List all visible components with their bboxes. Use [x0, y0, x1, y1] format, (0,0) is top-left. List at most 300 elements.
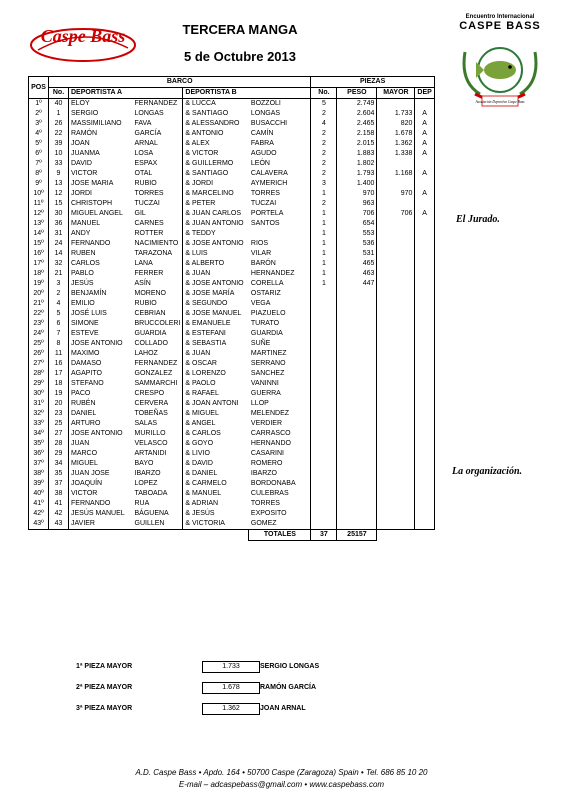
- cell-pos: 35º: [29, 439, 49, 449]
- cell-weight: [337, 359, 377, 369]
- cell-pos: 23º: [29, 319, 49, 329]
- cell-pieces: [311, 439, 337, 449]
- cell-pieces: 3: [311, 179, 337, 189]
- cell-surname-b: CAMÍN: [249, 129, 311, 139]
- cell-name-a: JUAN: [71, 440, 90, 447]
- caspe-bass-logo: [28, 20, 138, 70]
- cell-pieces: 1: [311, 259, 337, 269]
- cell-pieces: 1: [311, 219, 337, 229]
- cell-surname-a: BRUCCOLERI: [133, 319, 183, 329]
- header-mayor: MAYOR: [377, 88, 415, 99]
- cell-name-a: VICTOR: [71, 490, 98, 497]
- cell-boat-no: 40: [49, 99, 69, 110]
- cell-pieces: 1: [311, 249, 337, 259]
- cell-pieces: [311, 409, 337, 419]
- cell-pos: 41º: [29, 499, 49, 509]
- cell-name-b: & RAFAEL: [185, 390, 219, 397]
- cell-pieces: 1: [311, 189, 337, 199]
- cell-boat-no: 22: [49, 129, 69, 139]
- cell-name-a: DAVID: [71, 160, 92, 167]
- table-row: [29, 239, 435, 249]
- cell-name-a: JAVIER: [69, 519, 133, 530]
- cell-weight: [337, 419, 377, 429]
- cell-boat-no: 35: [49, 469, 69, 479]
- table-row: [29, 209, 435, 219]
- cell-dep: [415, 479, 434, 489]
- pieza-2-name: RAMÓN GARCÍA: [260, 684, 316, 691]
- cell-weight: [337, 399, 377, 409]
- cell-largest: [377, 479, 415, 489]
- cell-pos: 22º: [29, 309, 49, 319]
- cell-weight: [337, 509, 377, 519]
- header-deportista-a: DEPORTISTA A: [69, 88, 183, 99]
- cell-name-b: & SANTIAGO: [185, 110, 229, 117]
- cell-name-b: & LUIS: [185, 250, 208, 257]
- cell-name-a: MASSIMILIANO: [71, 120, 122, 127]
- cell-weight: 706: [337, 209, 377, 219]
- cell-weight: [337, 309, 377, 319]
- cell-largest: [377, 499, 415, 509]
- cell-dep: A: [415, 189, 434, 199]
- cell-dep: [415, 259, 434, 269]
- cell-weight: [337, 329, 377, 339]
- cell-pos: 25º: [29, 339, 49, 349]
- cell-boat-no: 3: [49, 279, 69, 289]
- table-row: [29, 519, 435, 530]
- cell-surname-b: VEGA: [249, 299, 311, 309]
- cell-name-b: & SANTIAGO: [185, 170, 229, 177]
- cell-boat-no: 8: [49, 339, 69, 349]
- cell-surname-a: TARAZONA: [133, 249, 183, 259]
- cell-name-b: & VICTOR: [185, 150, 219, 157]
- cell-name-b: & CARLOS: [185, 430, 221, 437]
- cell-boat-no: 17: [49, 369, 69, 379]
- cell-surname-a: ASÍN: [133, 279, 183, 289]
- cell-name-b: & MARCELINO: [185, 190, 234, 197]
- cell-largest: [377, 269, 415, 279]
- pieza-3-label: 3ª PIEZA MAYOR: [76, 705, 133, 712]
- cell-surname-a: VELASCO: [133, 439, 183, 449]
- cell-dep: [415, 389, 434, 399]
- cell-boat-no: 12: [49, 189, 69, 199]
- cell-largest: [377, 229, 415, 239]
- cell-weight: 2.749: [337, 99, 377, 110]
- cell-name-b: & JUAN ANTONIO: [185, 220, 244, 227]
- cell-surname-a: TOBEÑAS: [133, 409, 183, 419]
- cell-dep: [415, 339, 434, 349]
- cell-weight: 447: [337, 279, 377, 289]
- cell-name-a: JOSE ANTONIO: [71, 430, 123, 437]
- pieza-2-value: 1.678: [202, 682, 260, 694]
- cell-boat-no: 4: [49, 299, 69, 309]
- cell-dep: [415, 239, 434, 249]
- cell-boat-no: 27: [49, 429, 69, 439]
- cell-pos: 13º: [29, 219, 49, 229]
- table-row: [29, 429, 435, 439]
- table-row: [29, 139, 435, 149]
- cell-surname-a: RUBIO: [133, 299, 183, 309]
- cell-largest: [377, 309, 415, 319]
- cell-boat-no: 7: [49, 329, 69, 339]
- cell-pieces: 4: [311, 119, 337, 129]
- cell-boat-no: 18: [49, 379, 69, 389]
- cell-dep: [415, 519, 434, 530]
- cell-dep: [415, 459, 434, 469]
- cell-weight: [337, 479, 377, 489]
- footer-contact: E-mail – adcaspebass@gmail.com • www.caspebass.com: [178, 780, 385, 789]
- cell-surname-b: CULEBRAS: [249, 489, 311, 499]
- cell-pos: 1º: [29, 99, 49, 110]
- cell-weight: 2.465: [337, 119, 377, 129]
- cell-largest: 1.362: [377, 139, 415, 149]
- cell-pieces: [311, 359, 337, 369]
- table-row: [29, 439, 435, 449]
- cell-surname-a: LOSA: [133, 149, 183, 159]
- cell-largest: [377, 449, 415, 459]
- cell-dep: [415, 199, 434, 209]
- cell-dep: A: [415, 119, 434, 129]
- cell-name-b: & JUAN CARLOS: [185, 210, 242, 217]
- cell-largest: [377, 519, 415, 530]
- table-row: [29, 499, 435, 509]
- pieza-3-name: JOAN ARNAL: [260, 705, 306, 712]
- jury-signature: El Jurado.: [456, 214, 500, 225]
- cell-pos: 16º: [29, 249, 49, 259]
- cell-boat-no: 24: [49, 239, 69, 249]
- cell-name-b: & LUCCA: [185, 100, 216, 107]
- cell-weight: [337, 299, 377, 309]
- cell-boat-no: 21: [49, 269, 69, 279]
- cell-weight: 465: [337, 259, 377, 269]
- cell-surname-b: TORRES: [249, 499, 311, 509]
- cell-largest: [377, 399, 415, 409]
- table-row: [29, 409, 435, 419]
- cell-name-b: & VICTORIA: [183, 519, 249, 530]
- cell-weight: [337, 449, 377, 459]
- cell-surname-b: BOZZOLI: [249, 99, 311, 110]
- cell-surname-a: BÁGUENA: [133, 509, 183, 519]
- cell-largest: 820: [377, 119, 415, 129]
- cell-pieces: [311, 429, 337, 439]
- cell-boat-no: 29: [49, 449, 69, 459]
- cell-dep: [415, 509, 434, 519]
- cell-largest: [377, 249, 415, 259]
- cell-pos: 14º: [29, 229, 49, 239]
- cell-surname-a: GUILLEN: [133, 519, 183, 530]
- cell-surname-b: LONGAS: [249, 109, 311, 119]
- pieza-2-label: 2ª PIEZA MAYOR: [76, 684, 133, 691]
- cell-weight: [337, 369, 377, 379]
- table-row: [29, 479, 435, 489]
- cell-surname-a: LONGAS: [133, 109, 183, 119]
- cell-name-b: & MIGUEL: [185, 410, 219, 417]
- cell-surname-b: EXPOSITO: [249, 509, 311, 519]
- cell-surname-b: [249, 229, 311, 239]
- cell-pos: 20º: [29, 289, 49, 299]
- cell-dep: [415, 329, 434, 339]
- table-row: [29, 329, 435, 339]
- cell-surname-b: AGUDO: [249, 149, 311, 159]
- cell-surname-a: ARNAL: [133, 139, 183, 149]
- cell-pos: 10º: [29, 189, 49, 199]
- cell-surname-b: CASARINI: [249, 449, 311, 459]
- cell-name-b: & DANIEL: [185, 470, 218, 477]
- cell-boat-no: 15: [49, 199, 69, 209]
- cell-pieces: [311, 289, 337, 299]
- table-row: [29, 229, 435, 239]
- cell-pos: 2º: [29, 109, 49, 119]
- cell-surname-a: LANA: [133, 259, 183, 269]
- cell-pieces: [311, 419, 337, 429]
- cell-name-a: DAMASO: [71, 360, 102, 367]
- cell-dep: A: [415, 169, 434, 179]
- cell-surname-a: GONZALEZ: [133, 369, 183, 379]
- cell-pieces: 2: [311, 169, 337, 179]
- cell-dep: [415, 269, 434, 279]
- cell-pos: 34º: [29, 429, 49, 439]
- table-row: [29, 109, 435, 119]
- cell-surname-a: ROTTER: [133, 229, 183, 239]
- cell-surname-a: MURILLO: [133, 429, 183, 439]
- cell-dep: [415, 289, 434, 299]
- cell-largest: [377, 389, 415, 399]
- cell-name-b: & CARMELO: [185, 480, 227, 487]
- cell-surname-b: BUSACCHI: [249, 119, 311, 129]
- cell-surname-b: VERDIER: [249, 419, 311, 429]
- cell-name-b: & MANUEL: [185, 490, 222, 497]
- cell-weight: [337, 459, 377, 469]
- cell-name-a: SIMONE: [71, 320, 99, 327]
- cell-name-a: MIGUEL ANGEL: [71, 210, 123, 217]
- cell-pos: 27º: [29, 359, 49, 369]
- cell-surname-b: PIAZUELO: [249, 309, 311, 319]
- cell-pos: 12º: [29, 209, 49, 219]
- cell-largest: [377, 319, 415, 329]
- page-date: 5 de Octubre 2013: [184, 49, 296, 64]
- cell-pos: 9º: [29, 179, 49, 189]
- cell-weight: [337, 339, 377, 349]
- cell-pos: 17º: [29, 259, 49, 269]
- cell-surname-b: CALAVERA: [249, 169, 311, 179]
- cell-pos: 40º: [29, 489, 49, 499]
- cell-name-b: & SEGUNDO: [185, 300, 228, 307]
- cell-surname-b: GUERRA: [249, 389, 311, 399]
- table-row: [29, 279, 435, 289]
- cell-dep: [415, 399, 434, 409]
- cell-name-a: FERNANDO: [71, 500, 111, 507]
- cell-pos: 4º: [29, 129, 49, 139]
- cell-weight: [337, 489, 377, 499]
- totals-label: TOTALES: [249, 530, 311, 541]
- cell-weight: 1.793: [337, 169, 377, 179]
- cell-dep: A: [415, 209, 434, 219]
- cell-pos: 19º: [29, 279, 49, 289]
- cell-name-a: STEFANO: [71, 380, 104, 387]
- cell-name-b: & JOAN ANTONI: [185, 400, 239, 407]
- header-piezas: PIEZAS: [311, 77, 434, 88]
- cell-pieces: 2: [311, 199, 337, 209]
- cell-name-b: & JOSE ANTONIO: [185, 280, 244, 287]
- cell-name-a: ESTEVE: [71, 330, 99, 337]
- cell-boat-no: 41: [49, 499, 69, 509]
- cell-boat-no: 9: [49, 169, 69, 179]
- table-row: [29, 179, 435, 189]
- table-row: [29, 289, 435, 299]
- cell-surname-a: ESPAX: [133, 159, 183, 169]
- cell-largest: [377, 419, 415, 429]
- cell-pieces: [311, 339, 337, 349]
- cell-name-a: BENJAMÍN: [71, 290, 107, 297]
- cell-weight: [337, 519, 377, 530]
- cell-weight: 531: [337, 249, 377, 259]
- cell-pieces: [311, 329, 337, 339]
- cell-largest: [377, 219, 415, 229]
- cell-name-a: JUANMA: [71, 150, 100, 157]
- cell-surname-b: MARTINEZ: [249, 349, 311, 359]
- cell-boat-no: 37: [49, 479, 69, 489]
- cell-boat-no: 6: [49, 319, 69, 329]
- cell-name-a: SERGIO: [71, 110, 99, 117]
- cell-name-a: RUBEN: [71, 250, 96, 257]
- cell-boat-no: 14: [49, 249, 69, 259]
- table-row: [29, 349, 435, 359]
- cell-weight: 1.400: [337, 179, 377, 189]
- cell-pos: 38º: [29, 469, 49, 479]
- cell-largest: 1.168: [377, 169, 415, 179]
- cell-dep: [415, 219, 434, 229]
- cell-pieces: [311, 469, 337, 479]
- cell-surname-b: FABRA: [249, 139, 311, 149]
- cell-boat-no: 30: [49, 209, 69, 219]
- cell-surname-b: GUARDIA: [249, 329, 311, 339]
- cell-name-a: ARTURO: [71, 420, 101, 427]
- cell-dep: [415, 309, 434, 319]
- cell-name-a: RUBÉN: [71, 400, 96, 407]
- cell-dep: [415, 469, 434, 479]
- cell-surname-a: LOPEZ: [133, 479, 183, 489]
- cell-pieces: [311, 449, 337, 459]
- page-title: TERCERA MANGA: [182, 22, 298, 37]
- cell-name-b: & OSCAR: [185, 360, 217, 367]
- cell-surname-b: TORRES: [249, 189, 311, 199]
- cell-surname-a: NACIMIENTO: [133, 239, 183, 249]
- cell-boat-no: 20: [49, 399, 69, 409]
- cell-surname-a: LAHOZ: [133, 349, 183, 359]
- cell-surname-b: LEÓN: [249, 159, 311, 169]
- cell-largest: [377, 439, 415, 449]
- cell-largest: [377, 279, 415, 289]
- cell-name-a: MAXIMO: [71, 350, 100, 357]
- table-row: [29, 269, 435, 279]
- cell-name-a: JOAQUÍN: [71, 480, 103, 487]
- cell-dep: [415, 409, 434, 419]
- cell-pieces: [311, 519, 337, 530]
- cell-largest: [377, 429, 415, 439]
- cell-boat-no: 10: [49, 149, 69, 159]
- cell-surname-b: AYMERICH: [249, 179, 311, 189]
- cell-name-a: JESÚS MANUEL: [71, 510, 125, 517]
- cell-surname-b: IBARZO: [249, 469, 311, 479]
- table-row: [29, 199, 435, 209]
- cell-boat-no: 13: [49, 179, 69, 189]
- pieza-1-name: SERGIO LONGAS: [260, 663, 320, 670]
- cell-pieces: [311, 479, 337, 489]
- cell-surname-b: SANTOS: [249, 219, 311, 229]
- totals-count: 37: [311, 530, 337, 541]
- cell-largest: [377, 199, 415, 209]
- cell-pos: 37º: [29, 459, 49, 469]
- cell-dep: [415, 489, 434, 499]
- header-peso: PESO: [337, 88, 377, 99]
- cell-pieces: 1: [311, 269, 337, 279]
- table-row: [29, 319, 435, 329]
- cell-dep: A: [415, 109, 434, 119]
- cell-pos: 3º: [29, 119, 49, 129]
- cell-boat-no: 26: [49, 119, 69, 129]
- cell-surname-b: CARRASCO: [249, 429, 311, 439]
- cell-surname-b: LLOP: [249, 399, 311, 409]
- cell-name-a: JOSE ANTONIO: [71, 340, 123, 347]
- cell-pieces: [311, 509, 337, 519]
- cell-name-a: FERNANDO: [71, 240, 111, 247]
- cell-name-b: & LORENZO: [185, 370, 226, 377]
- cell-name-a: JESÚS: [71, 280, 94, 287]
- cell-boat-no: 33: [49, 159, 69, 169]
- cell-largest: [377, 339, 415, 349]
- cell-pieces: [311, 309, 337, 319]
- cell-largest: [377, 489, 415, 499]
- cell-weight: 1.802: [337, 159, 377, 169]
- header-pos: POS: [29, 77, 49, 99]
- cell-dep: [415, 159, 434, 169]
- cell-name-b: & JUAN: [185, 350, 211, 357]
- table-row: [29, 419, 435, 429]
- cell-surname-b: RIOS: [249, 239, 311, 249]
- cell-name-b: & ALESSANDRO: [185, 120, 240, 127]
- table-row: [29, 379, 435, 389]
- cell-largest: [377, 459, 415, 469]
- cell-dep: A: [415, 139, 434, 149]
- cell-pos: 39º: [29, 479, 49, 489]
- pieza-1-label: 1ª PIEZA MAYOR: [76, 663, 133, 670]
- header-no: No.: [49, 88, 69, 99]
- cell-largest: [377, 179, 415, 189]
- cell-largest: [377, 469, 415, 479]
- cell-weight: [337, 379, 377, 389]
- cell-pieces: [311, 299, 337, 309]
- cell-weight: [337, 389, 377, 399]
- cell-pos: 32º: [29, 409, 49, 419]
- table-row: [29, 489, 435, 499]
- cell-dep: [415, 249, 434, 259]
- cell-weight: 2.158: [337, 129, 377, 139]
- table-row: [29, 249, 435, 259]
- cell-name-a: PABLO: [71, 270, 94, 277]
- cell-surname-a: SALAS: [133, 419, 183, 429]
- cell-surname-a: CARNES: [133, 219, 183, 229]
- cell-surname-a: FERRER: [133, 269, 183, 279]
- cell-name-a: JOAN: [71, 140, 90, 147]
- table-row: [29, 299, 435, 309]
- cell-name-b: & SEBASTIA: [185, 340, 227, 347]
- cell-largest: [377, 159, 415, 169]
- cell-name-b: & JUAN: [185, 270, 211, 277]
- cell-pos: 21º: [29, 299, 49, 309]
- cell-largest: 1.678: [377, 129, 415, 139]
- cell-largest: [377, 99, 415, 110]
- table-row: [29, 129, 435, 139]
- cell-name-a: MARCO: [71, 450, 98, 457]
